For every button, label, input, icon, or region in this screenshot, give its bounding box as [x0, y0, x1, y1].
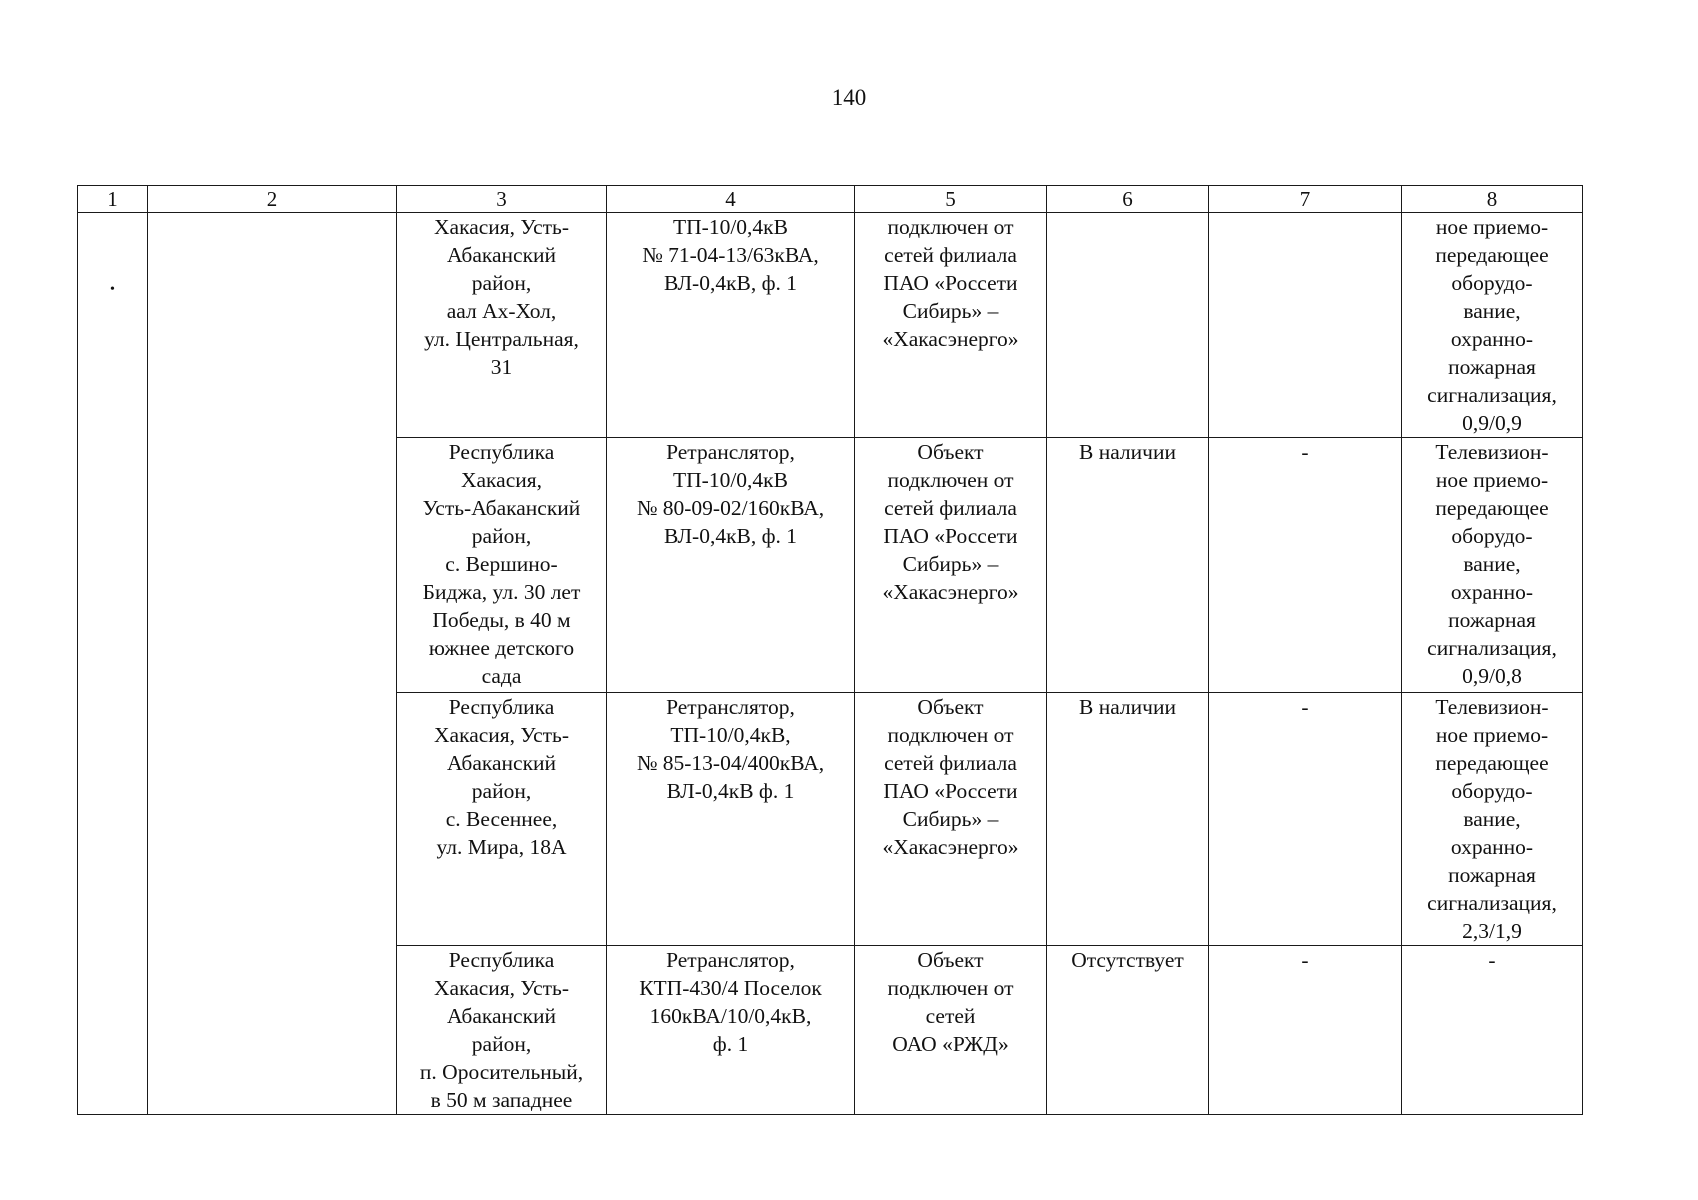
- cell-line: «Хакасэнерго»: [882, 835, 1019, 859]
- cell-line: ул. Центральная,: [424, 327, 579, 351]
- cell-line: 0,9/0,9: [1462, 411, 1522, 435]
- cell-col7: -: [1209, 946, 1402, 1115]
- cell-line: Хакасия, Усть-: [434, 723, 569, 747]
- cell-line: пожарная: [1448, 863, 1536, 887]
- cell-line: Абаканский: [446, 751, 557, 775]
- cell-line: № 85-13-04/400кВА,: [636, 751, 825, 775]
- cell-line: ТП-10/0,4кВ: [673, 468, 788, 492]
- cell-line: ное приемо-: [1435, 723, 1549, 747]
- cell-line: ВЛ-0,4кВ, ф. 1: [663, 271, 798, 295]
- cell-availability: Отсутствует: [1047, 946, 1209, 1115]
- cell-line: аал Ах-Хол,: [446, 299, 557, 323]
- cell-line: южнее детского: [428, 636, 575, 660]
- cell-line: Биджа, ул. 30 лет: [422, 580, 581, 604]
- cell-line: Сибирь» –: [902, 552, 999, 576]
- cell-line: Телевизион-: [1435, 695, 1549, 719]
- cell-line: сетей филиала: [884, 496, 1017, 520]
- cell-line: передающее: [1435, 751, 1549, 775]
- cell-line: Хакасия,: [460, 468, 543, 492]
- cell-address: [397, 946, 607, 1115]
- cell-line: оборудо-: [1451, 779, 1533, 803]
- cell-line: Республика: [448, 440, 555, 464]
- cell-line: передающее: [1435, 243, 1549, 267]
- cell-address: [397, 213, 607, 438]
- cell-power-source: [607, 438, 855, 693]
- cell-line: -: [1488, 948, 1496, 972]
- header-col-1: 1: [78, 186, 148, 213]
- cell-line: пожарная: [1448, 355, 1536, 379]
- cell-connection: [855, 213, 1047, 438]
- cell-line: ное приемо-: [1435, 215, 1549, 239]
- cell-line: в 50 м западнее: [430, 1088, 573, 1112]
- cell-line: Объект: [917, 695, 984, 719]
- cell-line: ВЛ-0,4кВ ф. 1: [666, 779, 795, 803]
- cell-line: № 71-04-13/63кВА,: [642, 243, 819, 267]
- cell-col7: -: [1209, 438, 1402, 693]
- cell-line: ТП-10/0,4кВ: [673, 215, 788, 239]
- cell-line: вание,: [1463, 552, 1521, 576]
- cell-line: оборудо-: [1451, 524, 1533, 548]
- cell-line: сигнализация,: [1427, 383, 1557, 407]
- cell-line: район,: [471, 524, 532, 548]
- cell-line: сада: [481, 664, 522, 688]
- table-row: [78, 213, 1583, 438]
- cell-line: п. Оросительный,: [419, 1060, 584, 1084]
- cell-line: «Хакасэнерго»: [882, 580, 1019, 604]
- cell-equipment: [1402, 946, 1583, 1115]
- cell-line: № 80-09-02/160кВА,: [636, 496, 825, 520]
- cell-line: Ретранслятор,: [666, 948, 795, 972]
- cell-connection: [855, 693, 1047, 946]
- cell-line: Объект: [917, 440, 984, 464]
- cell-connection: [855, 946, 1047, 1115]
- cell-availability: В наличии: [1047, 693, 1209, 946]
- cell-line: ПАО «Россети: [883, 524, 1018, 548]
- cell-connection: [855, 438, 1047, 693]
- registry-table: [77, 185, 1583, 1115]
- header-col-5: 5: [855, 186, 1047, 213]
- cell-line: Победы, в 40 м: [432, 608, 571, 632]
- cell-line: сетей филиала: [884, 243, 1017, 267]
- cell-address: [397, 438, 607, 693]
- header-col-2: 2: [148, 186, 397, 213]
- cell-line: охранно-: [1450, 835, 1534, 859]
- cell-line: Республика: [448, 948, 555, 972]
- cell-equipment: [1402, 438, 1583, 693]
- cell-line: Объект: [917, 948, 984, 972]
- header-col-7: 7: [1209, 186, 1402, 213]
- cell-line: КТП-430/4 Поселок: [639, 976, 822, 1000]
- cell-line: район,: [471, 271, 532, 295]
- cell-line: Абаканский: [446, 243, 557, 267]
- cell-line: с. Вершино-: [445, 552, 558, 576]
- cell-line: Телевизион-: [1435, 440, 1549, 464]
- cell-line: 31: [490, 355, 513, 379]
- cell-line: Ретранслятор,: [666, 695, 795, 719]
- cell-availability: В наличии: [1047, 438, 1209, 693]
- side-mark: •: [110, 282, 115, 297]
- cell-line: Сибирь» –: [902, 299, 999, 323]
- cell-line: «Хакасэнерго»: [882, 327, 1019, 351]
- cell-line: передающее: [1435, 496, 1549, 520]
- cell-line: с. Весеннее,: [445, 807, 558, 831]
- cell-line: ТП-10/0,4кВ,: [670, 723, 791, 747]
- cell-line: ПАО «Россети: [883, 271, 1018, 295]
- cell-col7: -: [1209, 693, 1402, 946]
- header-col-8: 8: [1402, 186, 1583, 213]
- cell-power-source: [607, 946, 855, 1115]
- cell-line: Республика: [448, 695, 555, 719]
- cell-line: вание,: [1463, 807, 1521, 831]
- cell-equipment: [1402, 693, 1583, 946]
- cell-line: пожарная: [1448, 608, 1536, 632]
- cell-line: подключен от: [887, 723, 1014, 747]
- cell-address: [397, 693, 607, 946]
- cell-line: охранно-: [1450, 327, 1534, 351]
- cell-line: ф. 1: [712, 1032, 749, 1056]
- cell-line: сетей: [925, 1004, 976, 1028]
- cell-line: 160кВА/10/0,4кВ,: [649, 1004, 812, 1028]
- cell-availability: [1047, 213, 1209, 438]
- cell-line: 2,3/1,9: [1462, 919, 1522, 943]
- cell-line: 0,9/0,8: [1462, 664, 1522, 688]
- header-col-3: 3: [397, 186, 607, 213]
- cell-line: охранно-: [1450, 580, 1534, 604]
- cell-line: Сибирь» –: [902, 807, 999, 831]
- cell-line: ное приемо-: [1435, 468, 1549, 492]
- cell-line: Ретранслятор,: [666, 440, 795, 464]
- cell-line: район,: [471, 779, 532, 803]
- cell-name: [148, 213, 397, 1115]
- cell-line: Хакасия, Усть-: [434, 976, 569, 1000]
- registry-table-container: [77, 185, 1583, 1115]
- cell-line: ул. Мира, 18А: [436, 835, 567, 859]
- header-col-4: 4: [607, 186, 855, 213]
- page-number: 140: [831, 85, 867, 110]
- cell-line: ПАО «Россети: [883, 779, 1018, 803]
- cell-line: Хакасия, Усть-: [434, 215, 569, 239]
- cell-line: ВЛ-0,4кВ, ф. 1: [663, 524, 798, 548]
- cell-line: сигнализация,: [1427, 636, 1557, 660]
- cell-col7: [1209, 213, 1402, 438]
- cell-line: сетей филиала: [884, 751, 1017, 775]
- cell-line: подключен от: [887, 976, 1014, 1000]
- cell-line: вание,: [1463, 299, 1521, 323]
- cell-line: подключен от: [887, 215, 1014, 239]
- cell-line: Усть-Абаканский: [422, 496, 581, 520]
- cell-line: оборудо-: [1451, 271, 1533, 295]
- cell-line: район,: [471, 1032, 532, 1056]
- cell-line: подключен от: [887, 468, 1014, 492]
- cell-line: сигнализация,: [1427, 891, 1557, 915]
- cell-line: ОАО «РЖД»: [892, 1032, 1009, 1056]
- cell-power-source: [607, 213, 855, 438]
- cell-index: [78, 213, 148, 1115]
- cell-equipment: [1402, 213, 1583, 438]
- header-col-6: 6: [1047, 186, 1209, 213]
- cell-line: Абаканский: [446, 1004, 557, 1028]
- header-row: [78, 186, 1583, 213]
- cell-power-source: [607, 693, 855, 946]
